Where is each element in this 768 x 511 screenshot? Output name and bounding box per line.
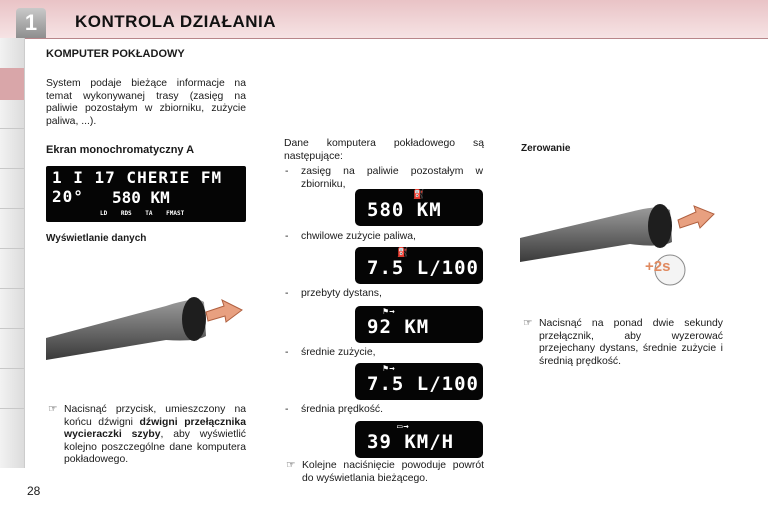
press-arrow-icon <box>206 300 242 322</box>
fuel-pump-icon: ⛽ <box>413 190 426 200</box>
car-icon: ▭→ <box>397 422 410 432</box>
list-item: zasięg na paliwie pozostałym w zbiorniku, <box>301 166 483 190</box>
list-item: średnia prędkość. <box>301 404 384 415</box>
data-list-intro: Dane komputera pokładowego są następujące: <box>284 138 484 162</box>
list-item: chwilowe zużycie paliwa, <box>301 231 416 242</box>
chapter-number-tab: 1 <box>16 8 46 38</box>
screen-range-line: 580 KM <box>112 188 170 207</box>
wiper-stalk-illustration <box>46 288 246 368</box>
pointing-hand-icon: ☞ <box>523 318 533 329</box>
screen-indicators: LD RDS TA FMAST <box>100 210 185 217</box>
section-heading: KOMPUTER POKŁADOWY <box>46 48 185 60</box>
screen-heading: Ekran monochromatyczny A <box>46 144 195 156</box>
route-flag-icon: ⚑→ <box>383 307 396 317</box>
page-number: 28 <box>27 484 41 498</box>
list-item: średnie zużycie, <box>301 347 376 358</box>
pointing-hand-icon: ☞ <box>48 404 58 415</box>
lcd-range-display: ⛽ 580 KM <box>355 189 483 226</box>
monochrome-screen <box>46 166 246 222</box>
lcd-average-consumption-display: ⚑→ 7.5 L/100 <box>355 363 483 400</box>
stalk-button[interactable] <box>182 297 206 341</box>
reset-heading: Zerowanie <box>521 143 571 154</box>
lcd-distance-display: ⚑→ 92 KM <box>355 306 483 343</box>
two-seconds-badge: +2s <box>645 258 671 275</box>
note-bullet: ☞ Kolejne naciśnięcie powoduje powrót do wyświetlania bieżącego. <box>286 460 484 484</box>
stalk-body <box>46 300 206 360</box>
lcd-instant-consumption-display: ⛽ 7.5 L/100 <box>355 247 483 284</box>
stalk-button[interactable] <box>648 204 672 248</box>
list-item: przebyty dystans, <box>301 288 382 299</box>
screen-radio-line: 1 I 17 CHERIE FM 20° <box>52 168 223 206</box>
press-arrow-icon <box>678 206 714 228</box>
pointing-hand-icon: ☞ <box>286 460 296 471</box>
chapter-sidebar <box>0 38 25 468</box>
route-flag-icon: ⚑→ <box>383 364 396 374</box>
reset-instruction-bullet: ☞ Nacisnąć na ponad dwie sekundy przełącznik, aby wyzerować przejechany dystans, średnie zużycie i średnią prędkość. <box>523 318 723 367</box>
page-title: KONTROLA DZIAŁANIA <box>75 12 277 31</box>
intro-paragraph: System podaje bieżące informacje na temat wykonywanej trasy (zasięg na paliwie pozostałym w zbiorniku, zużycie paliwa, ...). <box>46 78 246 127</box>
header-band <box>0 0 768 39</box>
fuel-pump-icon: ⛽ <box>397 248 410 258</box>
instruction-bullet: ☞ Nacisnąć przycisk, umieszczony na końcu dźwigni dźwigni przełącznika wycieraczki szyby, aby wyświetlić kolejno poszczególne dane komputera pokładowego. <box>48 404 246 466</box>
display-heading: Wyświetlanie danych <box>46 233 147 244</box>
reset-stalk-illustration <box>520 198 730 288</box>
active-chapter-marker <box>0 68 24 100</box>
lcd-average-speed-display: ▭→ 39 KM/H <box>355 421 483 458</box>
